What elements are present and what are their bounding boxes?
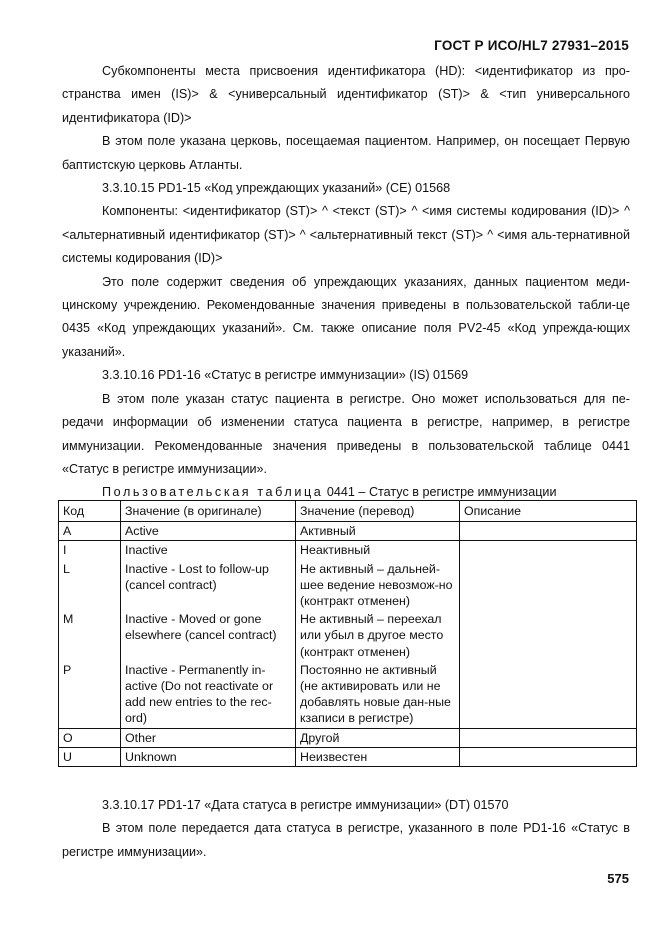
row-code: O (59, 728, 121, 747)
row-description (460, 522, 637, 541)
table-row (59, 661, 637, 728)
section-heading-pd1-16: 3.3.10.16 PD1-16 «Статус в регистре иммунизации» (IS) 01569 (102, 368, 469, 383)
row-original: Inactive - Lost to follow-up (cancel contract) (121, 560, 296, 611)
paragraph-components: Компоненты: <идентификатор (ST)> ^ <текст (ST)> ^ <имя системы кодирования (ID)> ^ <альтернативный идентификатор (ST)> ^ <альтернативный текст (ST)> ^ <имя аль-тернативной системы кодирования (ID)> (62, 204, 630, 266)
row-description (460, 747, 637, 766)
row-original: Unknown (121, 747, 296, 766)
paragraph-status-date: В этом поле передается дата статуса в регистре, указанного в поле PD1-16 «Статус в регистре иммунизации». (62, 821, 630, 859)
body-text (62, 60, 630, 505)
user-table-0441 (58, 500, 637, 767)
row-translation: Неактивный (296, 541, 460, 560)
row-code: M (59, 610, 121, 661)
row-description (460, 661, 637, 728)
paragraph-registry-status: В этом поле указан статус пациента в регистре. Оно может использоваться для пе-редачи информации об изменении статуса пациента в регистре, например, в регистре иммунизации. Рекомендованные значения приведены в пользовательской таблице 0441 «Статус в регистре иммунизации». (62, 391, 630, 476)
row-code: A (59, 522, 121, 541)
standard-header: ГОСТ Р ИСО/HL7 27931–2015 (434, 38, 629, 53)
section-heading-pd1-15: 3.3.10.15 PD1-15 «Код упреждающих указаний» (CE) 01568 (102, 181, 451, 196)
row-code: L (59, 560, 121, 611)
row-translation: Активный (296, 522, 460, 541)
row-original: Active (121, 522, 296, 541)
row-translation: Другой (296, 728, 460, 747)
table-header-row (59, 501, 637, 522)
table-caption-rest: 0441 – Статус в регистре иммунизации (326, 485, 557, 500)
row-translation: Не активный – дальней-шее ведение невозмож-но (контракт отменен) (296, 560, 460, 611)
paragraph-hd-subcomponents: Субкомпоненты места присвоения идентификатора (HD): <идентификатор из про-странства имен (IS)> & <универсальный идентификатор (ST)> & <тип универсального идентификатора (ID)> (62, 64, 630, 125)
row-translation: Неизвестен (296, 747, 460, 766)
paragraph-church: В этом поле указана церковь, посещаемая пациентом. Например, он посещает Первую баптистскую церковь Атланты. (62, 134, 630, 172)
row-code: I (59, 541, 121, 560)
row-description (460, 728, 637, 747)
header-translation: Значение (перевод) (296, 501, 460, 522)
table-row (59, 541, 637, 560)
header-code: Код (59, 501, 121, 522)
table-row (59, 728, 637, 747)
row-original: Inactive (121, 541, 296, 560)
page-number: 575 (607, 871, 629, 886)
row-translation: Постоянно не активный (не активировать или не добавлять новые дан-ные кзаписи в регистре) (296, 661, 460, 728)
table-caption-label: Пользовательская таблица (102, 485, 324, 500)
table-row (59, 560, 637, 611)
table-row (59, 610, 637, 661)
row-original: Inactive - Moved or gone elsewhere (cancel contract) (121, 610, 296, 661)
row-translation: Не активный – переехал или убыл в другое место (контракт отменен) (296, 610, 460, 661)
table-row (59, 747, 637, 766)
after-table-text (62, 794, 630, 864)
paragraph-advance-directives: Это поле содержит сведения об упреждающих указаниях, данных пациентом меди-цинскому учреждению. Рекомендованные значения приведены в пользовательской табли-це 0435 «Код упреждающих указаний». См. также описание поля PV2-45 «Код упрежда-ющих указаний». (62, 274, 630, 359)
row-code: P (59, 661, 121, 728)
row-original: Inactive - Permanently in-active (Do not reactivate or add new entries to the rec-ord) (121, 661, 296, 728)
table-row (59, 522, 637, 541)
section-heading-pd1-17: 3.3.10.17 PD1-17 «Дата статуса в регистре иммунизации» (DT) 01570 (102, 798, 509, 812)
row-code: U (59, 747, 121, 766)
row-description (460, 541, 637, 560)
header-description: Описание (460, 501, 637, 522)
row-description (460, 560, 637, 611)
row-original: Other (121, 728, 296, 747)
header-original: Значение (в оригинале) (121, 501, 296, 522)
row-description (460, 610, 637, 661)
